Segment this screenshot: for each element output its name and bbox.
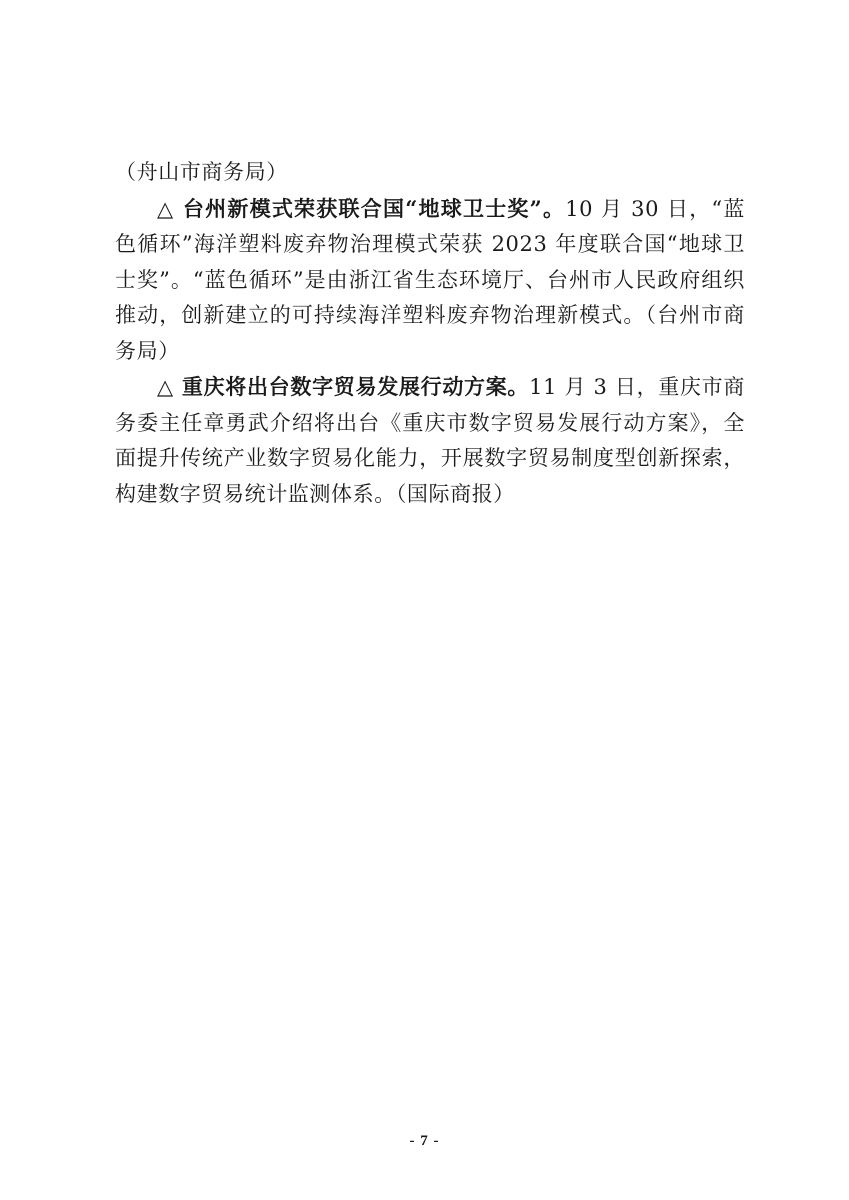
page-number: - 7 - xyxy=(409,1133,440,1149)
news-source: （台州市商务局） xyxy=(115,303,745,363)
document-body xyxy=(115,155,745,512)
continuation-source: （舟山市商务局） xyxy=(115,160,288,184)
news-body: 10 月 30 日，“蓝色循环”海洋塑料废弃物治理模式荣获 2023 年度联合国“地球卫士奖”。“蓝色循环”是由浙江省生态环境厅、台州市人民政府组织推动，创新建立的可持续海洋塑料废弃物治理新模式。 xyxy=(115,196,745,327)
news-headline: △ 重庆将出台数字贸易发展行动方案。 xyxy=(157,374,530,399)
news-item-chongqing xyxy=(115,369,745,512)
news-item-taizhou xyxy=(115,191,745,370)
news-source: （国际商报） xyxy=(395,481,515,506)
news-headline: △ 台州新模式荣获联合国“地球卫士奖”。 xyxy=(157,195,566,221)
news-body: 11 月 3 日，重庆市商务委主任章勇武介绍将出台《重庆市数字贸易发展行动方案》，全面提升传统产业数字贸易化能力，开展数字贸易制度型创新探索，构建数字贸易统计监测体系。 xyxy=(115,375,745,506)
